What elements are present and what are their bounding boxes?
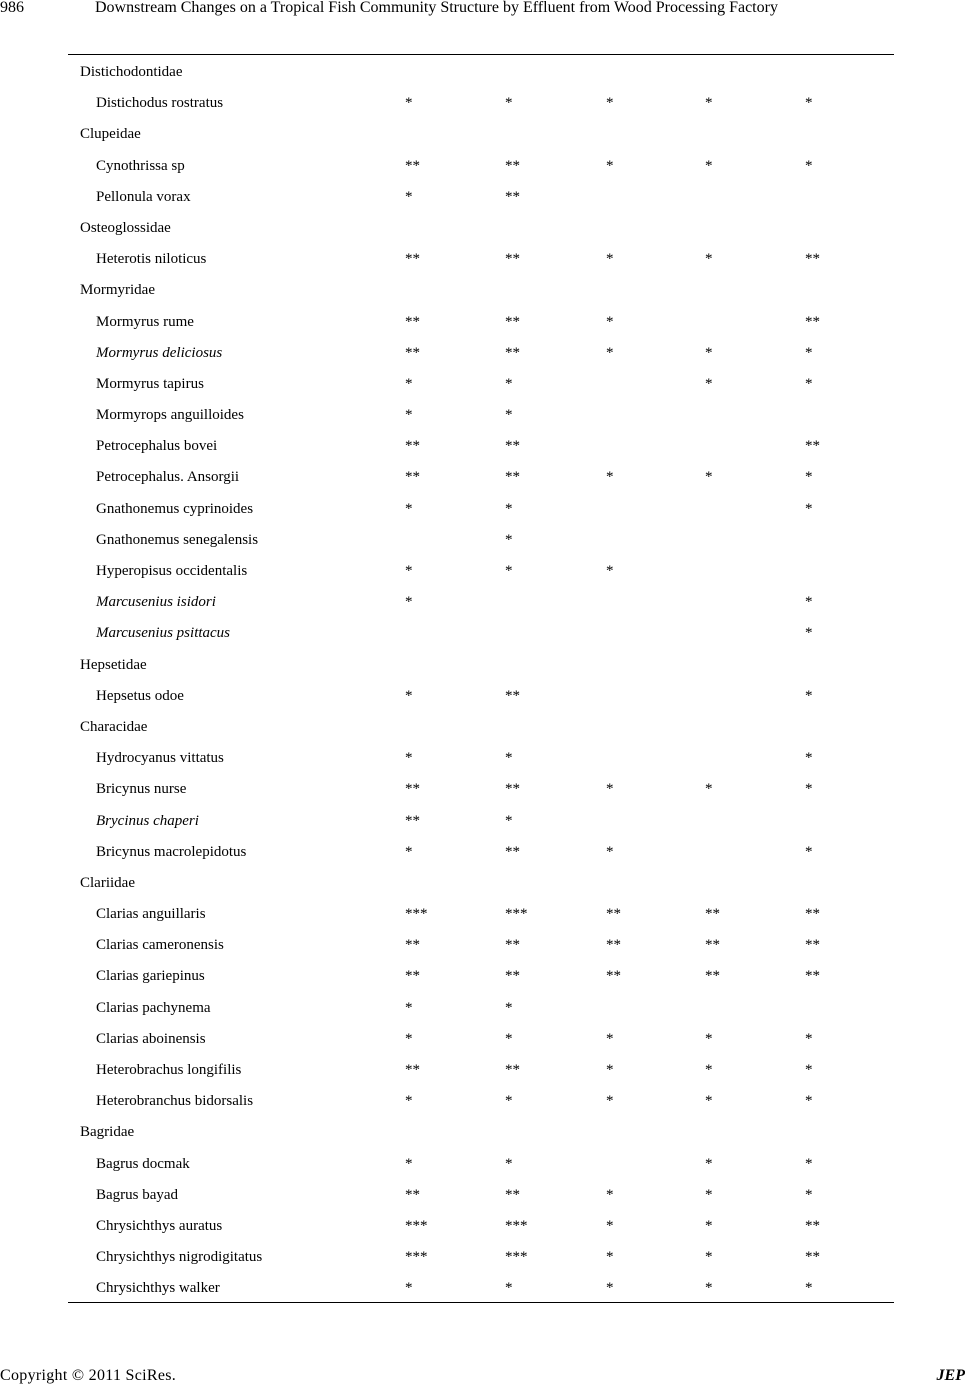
species-name: Mormyrops anguilloides bbox=[96, 407, 244, 424]
family-name: Osteoglossidae bbox=[80, 219, 171, 236]
abundance-cell: * bbox=[805, 625, 813, 642]
species-name: Clarias anguillaris bbox=[96, 906, 206, 923]
table-top-rule bbox=[68, 54, 894, 55]
species-row bbox=[68, 805, 894, 836]
abundance-cell: * bbox=[705, 344, 713, 361]
abundance-cell: ** bbox=[505, 438, 520, 455]
species-name: Hepsetus odoe bbox=[96, 687, 184, 704]
abundance-cell: ** bbox=[505, 968, 520, 985]
abundance-cell: * bbox=[805, 1280, 813, 1297]
species-name: Pellonula vorax bbox=[96, 188, 191, 205]
species-name: Hydrocyanus vittatus bbox=[96, 750, 224, 767]
abundance-cell: * bbox=[405, 843, 413, 860]
family-name: Bagridae bbox=[80, 1124, 135, 1141]
abundance-cell: ** bbox=[505, 1062, 520, 1078]
species-row bbox=[68, 1241, 894, 1272]
abundance-cell: ** bbox=[805, 937, 820, 954]
abundance-cell: *** bbox=[505, 1217, 528, 1234]
species-row bbox=[68, 680, 894, 711]
abundance-cell: * bbox=[505, 999, 513, 1016]
species-name: Heterobranchus bidorsalis bbox=[96, 1093, 254, 1110]
abundance-cell: * bbox=[405, 750, 413, 767]
abundance-cell: * bbox=[805, 1062, 813, 1078]
abundance-cell: * bbox=[705, 251, 713, 268]
abundance-cell: ** bbox=[405, 157, 420, 174]
abundance-cell: * bbox=[606, 344, 614, 361]
abundance-cell: ** bbox=[505, 313, 520, 330]
species-row bbox=[68, 586, 894, 617]
abundance-cell: * bbox=[405, 1280, 413, 1297]
abundance-cell: * bbox=[505, 563, 513, 579]
abundance-cell: * bbox=[705, 1093, 713, 1110]
abundance-cell: ** bbox=[505, 843, 520, 860]
abundance-cell: *** bbox=[405, 906, 428, 923]
species-row bbox=[68, 306, 894, 337]
species-row bbox=[68, 399, 894, 430]
species-row bbox=[68, 87, 894, 118]
species-row bbox=[68, 493, 894, 524]
species-name: Heterotis niloticus bbox=[96, 251, 207, 268]
species-row bbox=[68, 773, 894, 804]
family-name: Characidae bbox=[80, 718, 148, 735]
abundance-cell: ** bbox=[405, 251, 420, 268]
abundance-cell: ** bbox=[505, 781, 520, 798]
family-name: Hepsetidae bbox=[80, 656, 147, 673]
page-number: 986 bbox=[0, 0, 24, 16]
abundance-cell: * bbox=[705, 1217, 713, 1234]
abundance-cell: * bbox=[805, 469, 813, 486]
species-name: Petrocephalus. Ansorgii bbox=[96, 469, 240, 486]
species-name: Bagrus docmak bbox=[96, 1155, 190, 1172]
abundance-cell: * bbox=[405, 1030, 413, 1047]
abundance-cell: * bbox=[606, 1280, 614, 1297]
species-row bbox=[68, 1210, 894, 1241]
abundance-cell: ** bbox=[505, 687, 520, 704]
species-name: Clarias aboinensis bbox=[96, 1030, 206, 1047]
abundance-cell: * bbox=[405, 95, 413, 112]
abundance-cell: ** bbox=[405, 438, 420, 455]
abundance-cell: ** bbox=[805, 313, 820, 330]
abundance-cell: * bbox=[805, 687, 813, 704]
family-name: Clariidae bbox=[80, 874, 135, 891]
abundance-cell: *** bbox=[505, 1249, 528, 1266]
family-row bbox=[68, 867, 894, 898]
species-row bbox=[68, 243, 894, 274]
abundance-cell: * bbox=[705, 1155, 713, 1172]
species-row bbox=[68, 617, 894, 648]
species-name: Mormyrus rume bbox=[96, 313, 194, 330]
abundance-cell: * bbox=[505, 407, 513, 424]
family-name: Clupeidae bbox=[80, 126, 141, 143]
abundance-cell: ** bbox=[405, 344, 420, 361]
abundance-cell: * bbox=[805, 1030, 813, 1047]
species-name: Bricynus macrolepidotus bbox=[96, 843, 247, 860]
abundance-cell: ** bbox=[405, 781, 420, 798]
species-name: Petrocephalus bovei bbox=[96, 438, 218, 455]
species-row bbox=[68, 929, 894, 960]
species-row bbox=[68, 368, 894, 399]
species-name: Bagrus bayad bbox=[96, 1186, 179, 1203]
family-row bbox=[68, 56, 894, 87]
abundance-cell: * bbox=[805, 375, 813, 392]
abundance-cell: ** bbox=[805, 968, 820, 985]
abundance-cell: * bbox=[805, 500, 813, 517]
table-bottom-rule bbox=[68, 1302, 894, 1303]
family-row bbox=[68, 118, 894, 149]
abundance-cell: * bbox=[705, 1186, 713, 1203]
species-name: Clarias gariepinus bbox=[96, 968, 205, 985]
abundance-cell: ** bbox=[405, 313, 420, 330]
family-row bbox=[68, 711, 894, 742]
species-row bbox=[68, 430, 894, 461]
species-row bbox=[68, 1179, 894, 1210]
abundance-cell: * bbox=[505, 375, 513, 392]
abundance-cell: * bbox=[505, 95, 513, 112]
abundance-cell: * bbox=[505, 1030, 513, 1047]
abundance-cell: * bbox=[705, 1249, 713, 1266]
abundance-cell: ** bbox=[805, 1249, 820, 1266]
abundance-cell: * bbox=[805, 750, 813, 767]
abundance-cell: * bbox=[405, 407, 413, 424]
species-name: Mormyrus tapirus bbox=[96, 375, 204, 392]
abundance-cell: ** bbox=[505, 157, 520, 174]
family-name: Distichodontidae bbox=[80, 64, 183, 80]
abundance-cell: * bbox=[505, 812, 513, 829]
species-row bbox=[68, 898, 894, 929]
abundance-cell: * bbox=[505, 1280, 513, 1297]
abundance-cell: * bbox=[705, 1030, 713, 1047]
abundance-cell: * bbox=[405, 188, 413, 205]
species-row bbox=[68, 1023, 894, 1054]
family-row bbox=[68, 274, 894, 305]
family-name: Mormyridae bbox=[80, 282, 155, 299]
abundance-cell: *** bbox=[405, 1217, 428, 1234]
abundance-cell: ** bbox=[805, 906, 820, 923]
abundance-cell: ** bbox=[805, 1217, 820, 1234]
species-name: Cynothrissa sp bbox=[96, 157, 185, 174]
family-row bbox=[68, 649, 894, 680]
abundance-cell: * bbox=[606, 1062, 614, 1078]
species-name: Chrysichthys walker bbox=[96, 1280, 220, 1297]
abundance-cell: * bbox=[805, 95, 813, 112]
species-name: Gnathonemus cyprinoides bbox=[96, 500, 254, 517]
abundance-cell: ** bbox=[505, 188, 520, 205]
species-name: Bricynus nurse bbox=[96, 781, 187, 798]
abundance-cell: * bbox=[505, 531, 513, 548]
abundance-cell: ** bbox=[705, 968, 720, 985]
abundance-cell: ** bbox=[405, 812, 420, 829]
species-name: Distichodus rostratus bbox=[96, 95, 224, 112]
species-table bbox=[68, 56, 894, 1304]
abundance-cell: * bbox=[606, 469, 614, 486]
species-name: Brycinus chaperi bbox=[96, 812, 199, 829]
species-name: Clarias pachynema bbox=[96, 999, 211, 1016]
abundance-cell: * bbox=[405, 594, 413, 611]
species-name: Gnathonemus senegalensis bbox=[96, 531, 259, 548]
running-title: Downstream Changes on a Tropical Fish Community Structure by Effluent from Wood Processing Factory bbox=[95, 0, 778, 16]
species-name: Chrysichthys nigrodigitatus bbox=[96, 1249, 263, 1266]
species-row bbox=[68, 1148, 894, 1179]
abundance-cell: ** bbox=[405, 968, 420, 985]
abundance-cell: * bbox=[606, 1093, 614, 1110]
species-name: Heterobrachus longifilis bbox=[96, 1062, 242, 1078]
abundance-cell: * bbox=[805, 843, 813, 860]
species-name: Chrysichthys auratus bbox=[96, 1217, 223, 1234]
abundance-cell: * bbox=[606, 563, 614, 579]
abundance-cell: * bbox=[606, 1186, 614, 1203]
abundance-cell: * bbox=[805, 1186, 813, 1203]
species-row bbox=[68, 1272, 894, 1303]
abundance-cell: *** bbox=[505, 906, 528, 923]
abundance-cell: * bbox=[505, 1155, 513, 1172]
abundance-cell: * bbox=[405, 375, 413, 392]
abundance-cell: * bbox=[505, 1093, 513, 1110]
abundance-cell: * bbox=[705, 95, 713, 112]
abundance-cell: * bbox=[805, 594, 813, 611]
abundance-cell: ** bbox=[405, 937, 420, 954]
abundance-cell: * bbox=[805, 344, 813, 361]
abundance-cell: ** bbox=[505, 251, 520, 268]
species-row bbox=[68, 461, 894, 492]
abundance-cell: ** bbox=[606, 937, 621, 954]
family-row bbox=[68, 212, 894, 243]
abundance-cell: * bbox=[805, 157, 813, 174]
species-row bbox=[68, 992, 894, 1023]
abundance-cell: * bbox=[505, 500, 513, 517]
abundance-cell: ** bbox=[705, 906, 720, 923]
abundance-cell: * bbox=[705, 1062, 713, 1078]
species-row bbox=[68, 150, 894, 181]
abundance-cell: * bbox=[606, 313, 614, 330]
species-row bbox=[68, 181, 894, 212]
abundance-cell: ** bbox=[705, 937, 720, 954]
species-name: Marcusenius psittacus bbox=[96, 625, 231, 642]
abundance-cell: * bbox=[705, 157, 713, 174]
species-row bbox=[68, 524, 894, 555]
abundance-cell: * bbox=[705, 469, 713, 486]
abundance-cell: * bbox=[606, 1217, 614, 1234]
abundance-cell: * bbox=[405, 500, 413, 517]
species-row bbox=[68, 960, 894, 991]
abundance-cell: * bbox=[705, 375, 713, 392]
abundance-cell: * bbox=[606, 251, 614, 268]
abundance-cell: * bbox=[606, 157, 614, 174]
abundance-cell: * bbox=[505, 750, 513, 767]
abundance-cell: * bbox=[705, 1280, 713, 1297]
abundance-cell: * bbox=[606, 1030, 614, 1047]
footer-journal: JEP bbox=[936, 1367, 965, 1384]
abundance-cell: ** bbox=[505, 1186, 520, 1203]
species-row bbox=[68, 1054, 894, 1085]
family-row bbox=[68, 1116, 894, 1147]
abundance-cell: ** bbox=[405, 1186, 420, 1203]
abundance-cell: * bbox=[606, 1249, 614, 1266]
species-row bbox=[68, 555, 894, 586]
abundance-cell: ** bbox=[805, 438, 820, 455]
species-row bbox=[68, 742, 894, 773]
footer-copyright: Copyright © 2011 SciRes. bbox=[0, 1367, 177, 1384]
abundance-cell: * bbox=[405, 1093, 413, 1110]
abundance-cell: ** bbox=[606, 968, 621, 985]
abundance-cell: *** bbox=[405, 1249, 428, 1266]
abundance-cell: * bbox=[805, 1093, 813, 1110]
species-row bbox=[68, 836, 894, 867]
abundance-cell: * bbox=[805, 781, 813, 798]
species-name: Hyperopisus occidentalis bbox=[96, 563, 248, 579]
abundance-cell: ** bbox=[505, 344, 520, 361]
abundance-cell: * bbox=[405, 1155, 413, 1172]
abundance-cell: * bbox=[405, 563, 413, 579]
abundance-cell: * bbox=[705, 781, 713, 798]
species-name: Mormyrus deliciosus bbox=[96, 344, 223, 361]
abundance-cell: * bbox=[606, 843, 614, 860]
abundance-cell: * bbox=[606, 781, 614, 798]
abundance-cell: * bbox=[405, 687, 413, 704]
abundance-cell: ** bbox=[505, 937, 520, 954]
species-row bbox=[68, 337, 894, 368]
species-name: Marcusenius isidori bbox=[96, 594, 216, 611]
abundance-cell: ** bbox=[505, 469, 520, 486]
abundance-cell: ** bbox=[805, 251, 820, 268]
species-name: Clarias cameronensis bbox=[96, 937, 224, 954]
abundance-cell: * bbox=[606, 95, 614, 112]
abundance-cell: ** bbox=[405, 469, 420, 486]
abundance-cell: ** bbox=[405, 1062, 420, 1078]
species-row bbox=[68, 1085, 894, 1116]
abundance-cell: ** bbox=[606, 906, 621, 923]
abundance-cell: * bbox=[805, 1155, 813, 1172]
abundance-cell: * bbox=[405, 999, 413, 1016]
